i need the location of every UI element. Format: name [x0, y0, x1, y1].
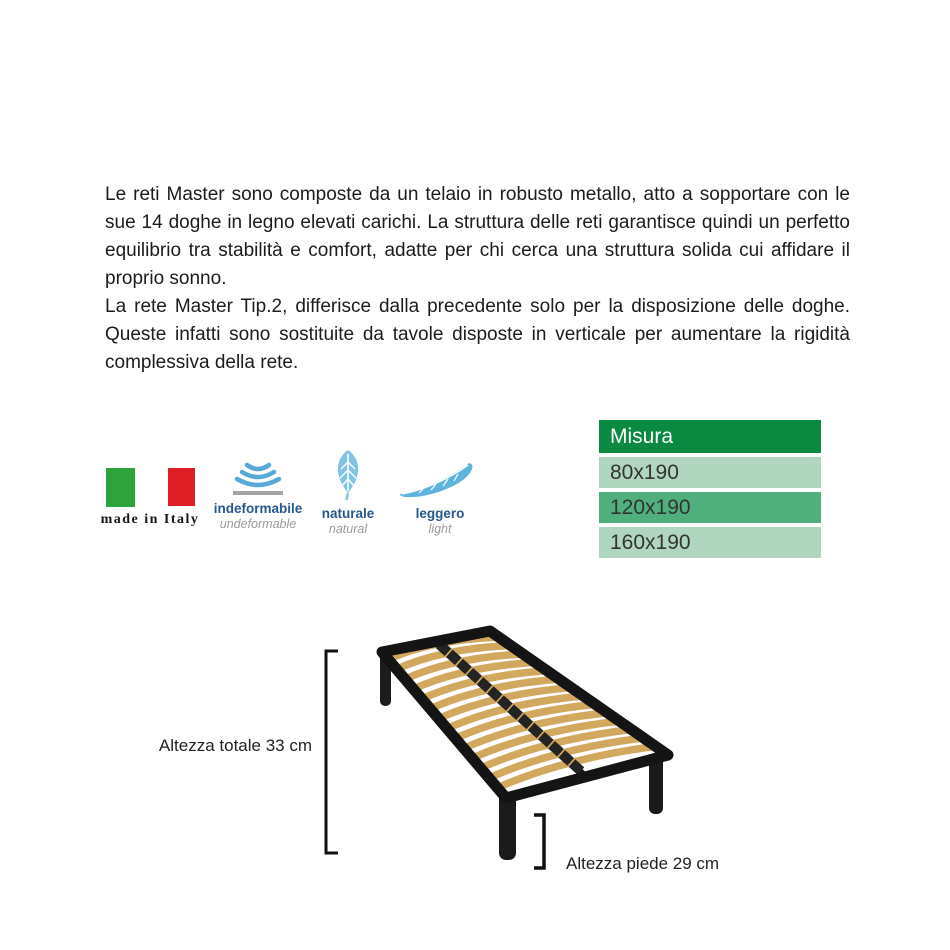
- made-in-italy-label: made in Italy: [100, 512, 200, 527]
- italian-flag-icon: [100, 468, 200, 510]
- feature-subtitle: natural: [328, 522, 368, 536]
- size-table-header: Misura: [599, 420, 821, 453]
- leaf-icon: [308, 448, 388, 502]
- slat-holder: [511, 708, 520, 716]
- size-row: 160x190: [599, 527, 821, 558]
- total-height-label: Altezza totale 33 cm: [158, 736, 312, 755]
- feather-icon: [392, 452, 488, 502]
- feature-indeformabile: [213, 455, 303, 531]
- slat-holder: [460, 663, 469, 671]
- slat-holder: [449, 653, 458, 661]
- description-paragraph-2: La rete Master Tip.2, differisce dalla precedente solo per la disposizione delle doghe. Queste infatti sono sostituite da tavole disposte in verticale per aumentare la rigidità complessiva della rete.: [105, 296, 850, 373]
- spring-arcs-icon: [213, 455, 303, 497]
- slat-holder: [572, 763, 581, 771]
- slat-holder: [562, 754, 571, 762]
- feature-title: leggero: [415, 506, 465, 521]
- flag-green-stripe: [106, 468, 135, 507]
- foot-height-label: Altezza piede 29 cm: [566, 854, 720, 873]
- slat-holder: [552, 745, 561, 753]
- feature-leggero: [392, 452, 488, 536]
- slat-holder: [480, 681, 489, 689]
- feature-subtitle: light: [428, 522, 452, 536]
- slat-holder: [500, 699, 509, 707]
- foot-height-bracket: [534, 815, 544, 868]
- feature-title: naturale: [321, 506, 375, 521]
- slat-holder: [470, 672, 479, 680]
- feature-title: indeformabile: [213, 501, 303, 516]
- flag-white-stripe: [135, 468, 168, 507]
- slat-holder: [531, 726, 540, 734]
- feature-naturale: [308, 448, 388, 536]
- size-table: [599, 420, 821, 558]
- total-height-bracket: [326, 651, 338, 853]
- slat-holder: [490, 690, 499, 698]
- made-in-italy-badge: [100, 468, 200, 528]
- size-row: 120x190: [599, 492, 821, 523]
- feature-subtitle: undeformable: [219, 517, 297, 531]
- product-description: [105, 181, 850, 377]
- slat-holder: [521, 717, 530, 725]
- slat-holder: [541, 736, 550, 744]
- flag-red-stripe: [168, 468, 195, 506]
- size-row: 80x190: [599, 457, 821, 488]
- description-paragraph-1: Le reti Master sono composte da un telaio in robusto metallo, atto a sopportare con le sue 14 doghe in legno elevati carichi. La struttura delle reti garantisce quindi un perfetto equilibrio tra stabilità e comfort, adatte per chi cerca una struttura solida cui affidare il proprio sonno.: [105, 184, 850, 289]
